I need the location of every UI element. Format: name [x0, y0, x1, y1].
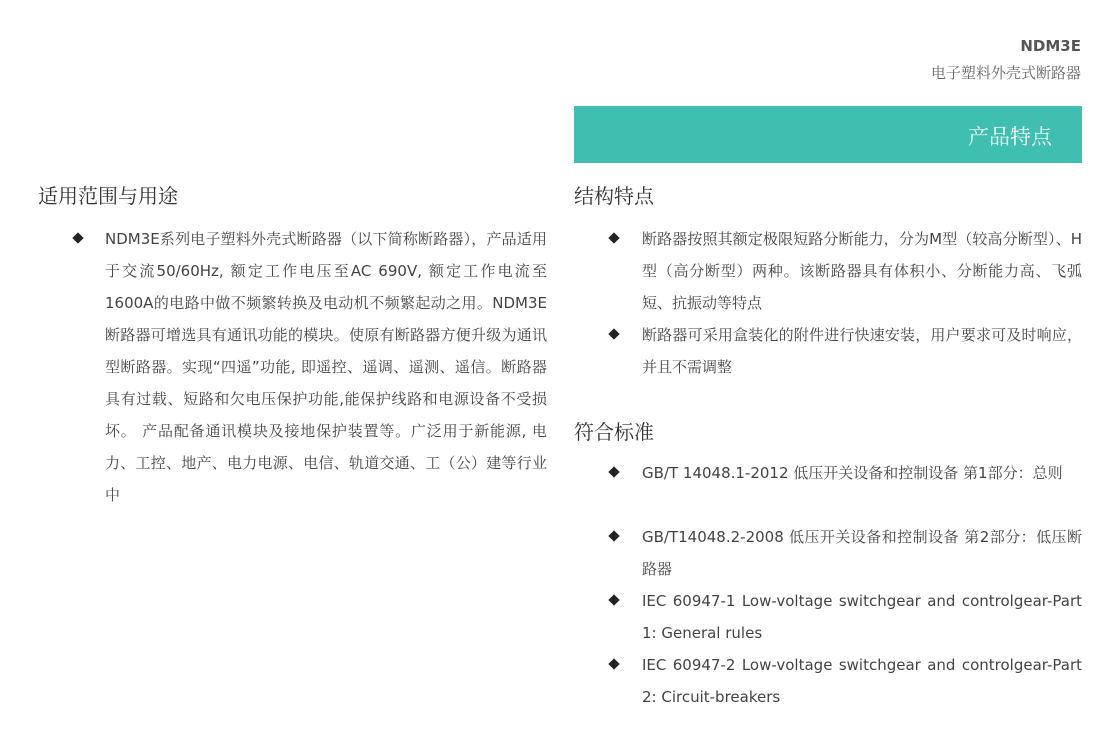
bullet-diamond-icon: [608, 658, 619, 669]
product-model: NDM3E: [1020, 37, 1081, 55]
bullet-diamond-icon: [608, 594, 619, 605]
bullet-diamond-icon: [608, 328, 619, 339]
structure-item: 断路器可采用盒装化的附件进行快速安装，用户要求可及时响应，并且不需调整: [642, 326, 1082, 376]
banner-title: 产品特点: [968, 125, 1052, 149]
structure-section-title: 结构特点: [574, 184, 654, 208]
standard-item: GB/T 14048.1-2012 低压开关设备和控制设备 第1部分：总则: [642, 464, 1063, 482]
scope-section-title: 适用范围与用途: [38, 184, 178, 208]
bullet-diamond-icon: [608, 232, 619, 243]
standard-item: IEC 60947-1 Low-voltage switchgear and controlgear-Part 1: General rules: [642, 592, 1082, 642]
bullet-diamond-icon: [72, 232, 83, 243]
standard-item: IEC 60947-2 Low-voltage switchgear and controlgear-Part 2: Circuit-breakers: [642, 656, 1082, 706]
bullet-diamond-icon: [608, 530, 619, 541]
structure-item: 断路器按照其额定极限短路分断能力，分为M型（较高分断型）、H型（高分断型）两种。该断路器具有体积小、分断能力高、飞弧短、抗振动等特点: [642, 230, 1082, 312]
standards-section-title: 符合标准: [574, 420, 654, 444]
scope-paragraph: NDM3E系列电子塑料外壳式断路器（以下简称断路器），产品适用于交流50/60Hz, 额定工作电压至AC 690V, 额定工作电流至1600A的电路中做不频繁转换及电动机不频繁起动之用。NDM3E断路器可增选具有通讯功能的模块。使原有断路器方便升级为通讯型断路器。实现“四遥”功能, 即遥控、遥调、遥测、遥信。断路器具有过载、短路和欠电压保护功能,能保护线路和电源设备不受损坏。 产品配备通讯模块及接地保护装置等。广泛用于新能源, 电力、工控、地产、电力电源、电信、轨道交通、工（公）建等行业中: [105, 230, 547, 504]
features-banner: [574, 106, 1082, 163]
bullet-diamond-icon: [608, 466, 619, 477]
standard-item: GB/T14048.2-2008 低压开关设备和控制设备 第2部分：低压断路器: [642, 528, 1082, 578]
product-subtitle: 电子塑料外壳式断路器: [930, 64, 1081, 82]
